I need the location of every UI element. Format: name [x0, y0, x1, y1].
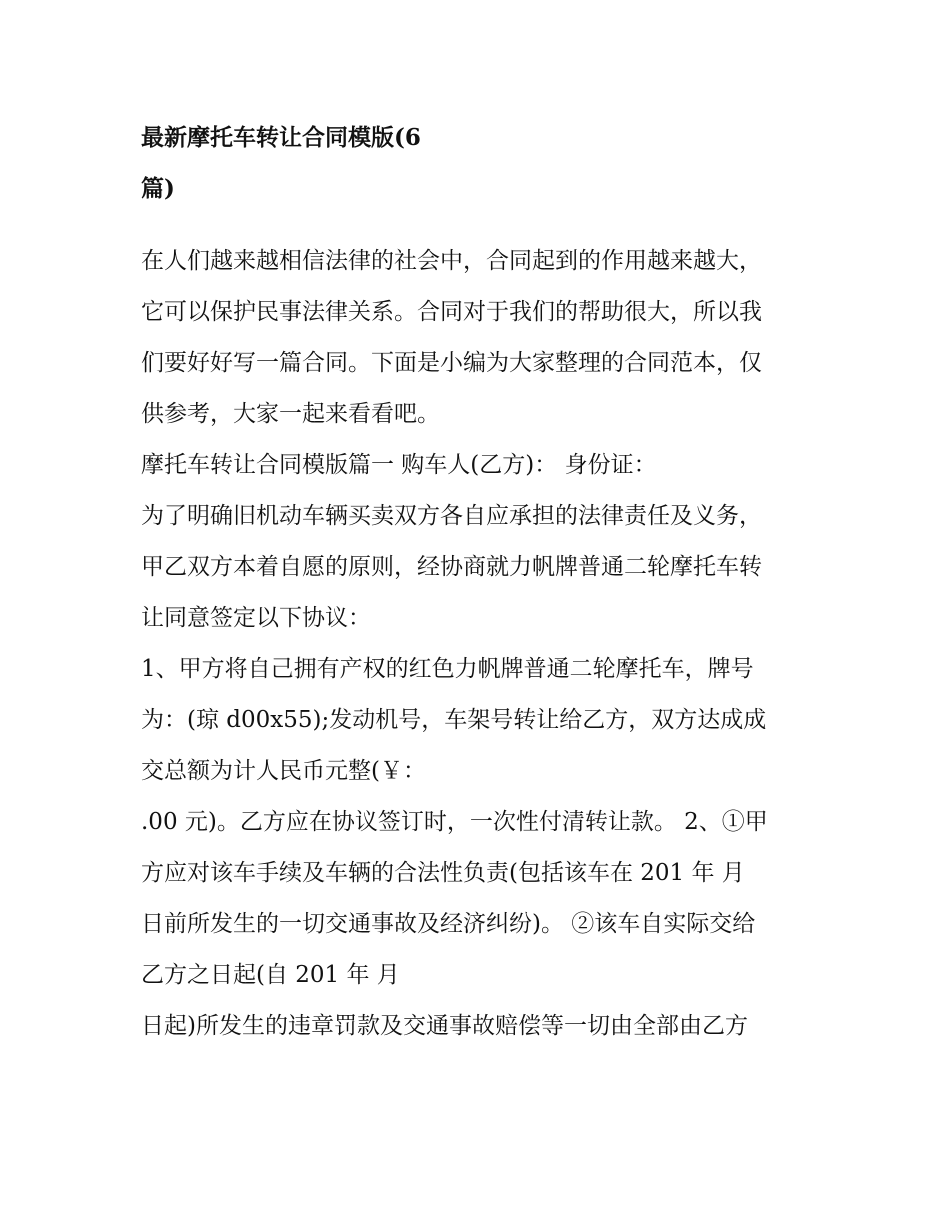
- body-line: 乙方之日起(自 201 年 月: [141, 962, 400, 988]
- body-line: 让同意签定以下协议：: [141, 605, 371, 631]
- body-line: 甲乙双方本着自愿的原则，经协商就力帆牌普通二轮摩托车转: [141, 554, 762, 580]
- body-line: 方应对该车手续及车辆的合法性负责(包括该车在 201 年 月: [141, 860, 745, 886]
- body-line: 日起)所发生的违章罚款及交通事故赔偿等一切由全部由乙方: [141, 1013, 748, 1039]
- body-line: 日前所发生的一切交通事故及经济纠纷)。 ②该车自实际交给: [141, 911, 756, 937]
- body-line: 它可以保护民事法律关系。合同对于我们的帮助很大，所以我: [141, 299, 762, 325]
- body-line: 为：(琼 d00x55);发动机号，车架号转让给乙方，双方达成成: [141, 707, 767, 733]
- body-line: 供参考，大家一起来看看吧。: [141, 401, 440, 427]
- body-line: 1、甲方将自己拥有产权的红色力帆牌普通二轮摩托车，牌号: [141, 656, 754, 682]
- body-line: 交总额为计人民币元整(￥：: [141, 758, 426, 784]
- title-line: 篇): [141, 175, 175, 202]
- document-title: [141, 112, 821, 214]
- document-page: [141, 112, 821, 1052]
- body-line: 们要好好写一篇合同。下面是小编为大家整理的合同范本，仅: [141, 350, 762, 376]
- title-line: 最新摩托车转让合同模版(6: [141, 124, 421, 151]
- body-line: 为了明确旧机动车辆买卖双方各自应承担的法律责任及义务，: [141, 503, 762, 529]
- body-line: .00 元)。乙方应在协议签订时，一次性付清转让款。 2、①甲: [141, 809, 768, 835]
- body-line: 摩托车转让合同模版篇一 购车人(乙方)： 身份证：: [141, 452, 657, 478]
- document-body: [141, 236, 821, 1052]
- body-line: 在人们越来越相信法律的社会中，合同起到的作用越来越大，: [141, 248, 762, 274]
